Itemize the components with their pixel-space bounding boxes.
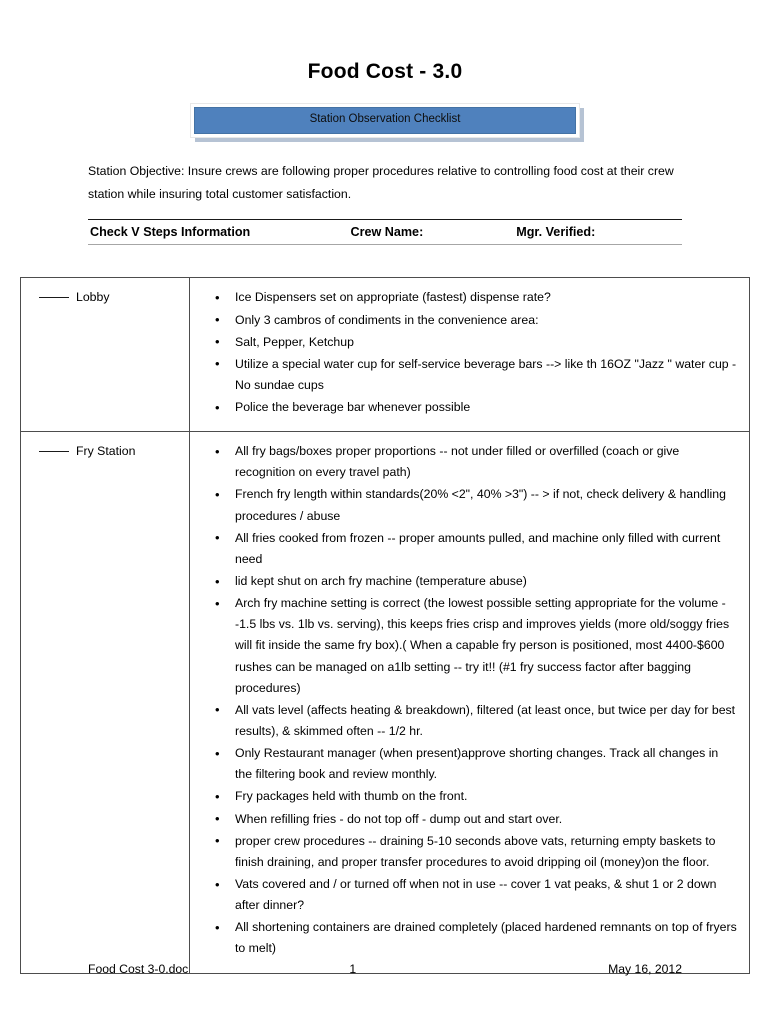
checkbox-blank-line[interactable] — [39, 451, 69, 452]
list-item[interactable]: • Only Restaurant manager (when present)approve shorting changes. Track all changes in the filtering book and review monthly. — [208, 743, 737, 785]
list-item[interactable]: • All shortening containers are drained completely (placed hardened remnants on top of fryers to melt) — [208, 917, 737, 959]
banner-frame — [190, 103, 580, 138]
items-cell-lobby — [190, 278, 750, 432]
checklist-table — [20, 277, 750, 973]
header-crew-name: Crew Name: — [350, 225, 424, 240]
page-title: Food Cost - 3.0 — [307, 60, 463, 83]
list-item[interactable]: • All fry bags/boxes proper proportions -- not under filled or overfilled (coach or give recognition on every travel path) — [208, 441, 737, 483]
list-item[interactable]: • Only 3 cambros of condiments in the convenience area: — [208, 310, 737, 331]
items-cell-fry-station — [190, 432, 750, 973]
list-item[interactable]: • All vats level (affects heating & breakdown), filtered (at least once, but twice per day for best results), & skimmed often -- 1/2 hr. — [208, 700, 737, 742]
list-item[interactable]: • Arch fry machine setting is correct (the lowest possible setting appropriate for the volume --1.5 lbs vs. 1lb vs. serving), this keeps fries crisp and improves yields (more old/soggy fries will fit inside the same fry box).( When a capable fry person is positioned, most 4400-$600 rushes can be managed on a1lb setting -- try it!! (#1 fry success factor after bagging procedures) — [208, 593, 737, 699]
list-item[interactable]: • Ice Dispensers set on appropriate (fastest) dispense rate? — [208, 287, 737, 308]
checkbox-blank-line[interactable] — [39, 297, 69, 298]
list-item[interactable]: • Salt, Pepper, Ketchup — [208, 332, 737, 353]
list-item[interactable]: • Vats covered and / or turned off when not in use -- cover 1 vat peaks, & shut 1 or 2 down after dinner? — [208, 874, 737, 916]
footer-page-number: 1 — [349, 962, 357, 976]
list-item[interactable]: • Police the beverage bar whenever possible — [208, 397, 737, 418]
footer-filename: Food Cost 3-0.doc — [88, 962, 189, 976]
checklist-header-row — [88, 219, 682, 245]
list-item[interactable]: • Utilize a special water cup for self-service beverage bars --> like th 16OZ "Jazz " water cup - No sundae cups — [208, 354, 737, 396]
banner-label: Station Observation Checklist — [194, 107, 576, 134]
header-mgr-verified: Mgr. Verified: — [516, 225, 596, 240]
checklist-items-fry-station — [190, 441, 737, 959]
footer-date: May 16, 2012 — [608, 962, 682, 976]
station-objective: Station Objective: Insure crews are following proper procedures relative to controlling food cost at their crew station while insuring total customer satisfaction. — [88, 163, 674, 201]
checklist-items-lobby — [190, 287, 737, 418]
station-name-label: Fry Station — [76, 444, 136, 459]
table-row — [21, 278, 750, 432]
page-footer — [88, 962, 682, 976]
list-item[interactable]: • When refilling fries - do not top off - dump out and start over. — [208, 809, 737, 830]
header-check-steps-information: Check V Steps Information — [90, 225, 251, 240]
list-item[interactable]: • lid kept shut on arch fry machine (temperature abuse) — [208, 571, 737, 592]
list-item[interactable]: • All fries cooked from frozen -- proper amounts pulled, and machine only filled with current need — [208, 528, 737, 570]
list-item[interactable]: • proper crew procedures -- draining 5-10 seconds above vats, returning empty baskets to finish draining, and proper transfer procedures to avoid dripping oil (money)on the floor. — [208, 831, 737, 873]
list-item[interactable]: • Fry packages held with thumb on the front. — [208, 786, 737, 807]
station-banner — [190, 103, 580, 138]
station-cell-lobby[interactable] — [21, 278, 190, 432]
table-row — [21, 432, 750, 973]
station-name-label: Lobby — [76, 290, 110, 305]
station-cell-fry-station[interactable] — [21, 432, 190, 973]
list-item[interactable]: • French fry length within standards(20% <2", 40% >3") -- > if not, check delivery & handling procedures / abuse — [208, 484, 737, 526]
